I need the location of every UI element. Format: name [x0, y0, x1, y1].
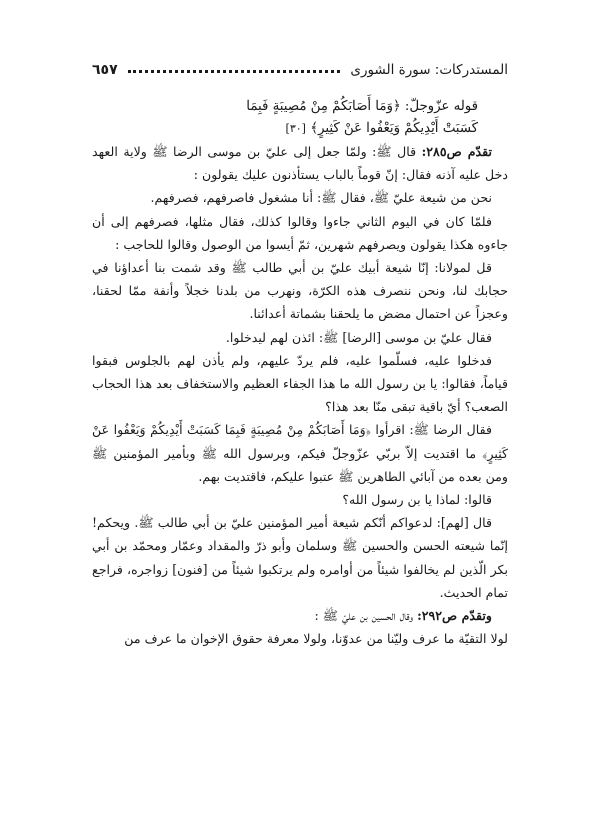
paragraph: قالوا: لماذا يا بن رسول الله؟: [342, 492, 492, 508]
verse-line-2-text: كَسَبَتْ أَيْدِيكُمْ وَيَعْفُوا عَنْ كَثِيرٍ﴾: [310, 121, 478, 136]
paragraph: نحن من شيعة عليّ ﷺ، فقال ﷺ: أنا مشغول فاصرفهم، فصرفهم.: [150, 190, 492, 206]
verse-reference: [٣٠]: [285, 122, 306, 135]
paragraph: فدخلوا عليه، فسلّموا عليه، فلم يردّ عليهم، ولم يأذن لهم بالجلوس فبقوا قياماً، فقالوا: يا بن رسول الله ما هذا الجفاء العظيم والاستخفاف بعد هذا الحجاب الصعب؟ أيّ باقية تبقى منّا بعد هذا؟: [92, 352, 508, 415]
verse-line-2: [92, 118, 478, 140]
paragraph: لولا التقيّة ما عرف وليّنا من عدوّنا، ولولا معرفة حقوق الإخوان ما عرف من: [124, 631, 508, 647]
paragraph: [92, 140, 508, 186]
paragraph: قل لمولانا: إنّا شيعة أبيك عليّ بن أبي طالب ﷺ وقد شمت بنا أعداؤنا في حجابك لنا، ونحن ننصرف هذه الكرّة، ونهرب من بلدنا خجلاً وأنفة ممّا لحقنا، وعجزاً عن احتمال مضض ما يلحقنا بشماتة أعدائنا.: [92, 260, 508, 322]
paragraph: فقال الرضا ﷺ: اقرأوا ﴿وَمَا أَصَابَكُمْ مِنْ مُصِيبَةٍ فَبِمَا كَسَبَتْ أَيْدِيكُمْ وَيَعْفُوا عَنْ كَثِيرٍ﴾ ما اقتديت إلاّ بربّي عزّوجلّ فيكم، وبرسول الله ﷺ وبأمير المؤمنين ﷺ ومن بعده من آبائي الطاهرين ﷺ عتبوا عليكم، فاقتديت بهم.: [92, 422, 508, 484]
header-dotted-rule: [128, 70, 341, 73]
quran-verse-heading: [92, 96, 478, 140]
paragraph: [92, 604, 508, 627]
cross-reference: تقدّم ص٢٨٥:: [421, 144, 492, 159]
paragraph: فقال عليّ بن موسى [الرضا] ﷺ: ائذن لهم ليدخلوا.: [225, 329, 492, 345]
verse-line-1: قوله عزّوجلّ: ﴿وَمَا أَصَابَكُمْ مِنْ مُصِيبَةٍ فَبِمَا: [246, 99, 478, 114]
page-number: ٦٥٧: [92, 62, 118, 78]
paragraph: قال [لهم]: لدعواكم أنّكم شيعة أمير المؤمنين عليّ بن أبي طالب ﷺ. ويحكم! إنّما شيعته الحسن والحسين ﷺ وسلمان وأبو ذرّ والمقداد وعمّار ومحمّد بن أبي بكر الّذين لم يخالفوا شيئاً من أوامره ولم يرتكبوا شيئاً من [فنون] زواجره، فراجع تمام الحديث.: [92, 515, 508, 600]
paragraph: فلمّا كان في اليوم الثاني جاءوا وقالوا كذلك، فقال مثلها، فصرفهم إلى أن جاءوه هكذا يقولون ويصرفهم شهرين، ثمّ أيسوا من الوصول وقالوا للحاجب :: [92, 213, 508, 252]
page-header: [92, 58, 508, 82]
cross-reference: وتقدّم ص٢٩٢:: [417, 608, 492, 624]
paragraph-text: وقال الحسين بن عليّ ﷺ :: [314, 608, 418, 624]
running-title: المستدركات: سورة الشورى: [350, 62, 508, 78]
page-body: [92, 96, 508, 650]
paragraph-text: قال ﷺ: ولمّا جعل إلى عليّ بن موسى الرضا ﷺ ولاية العهد دخل عليه آذنه فقال: إنّ قوماً بالباب يستأذنون عليك يقولون :: [92, 144, 508, 183]
